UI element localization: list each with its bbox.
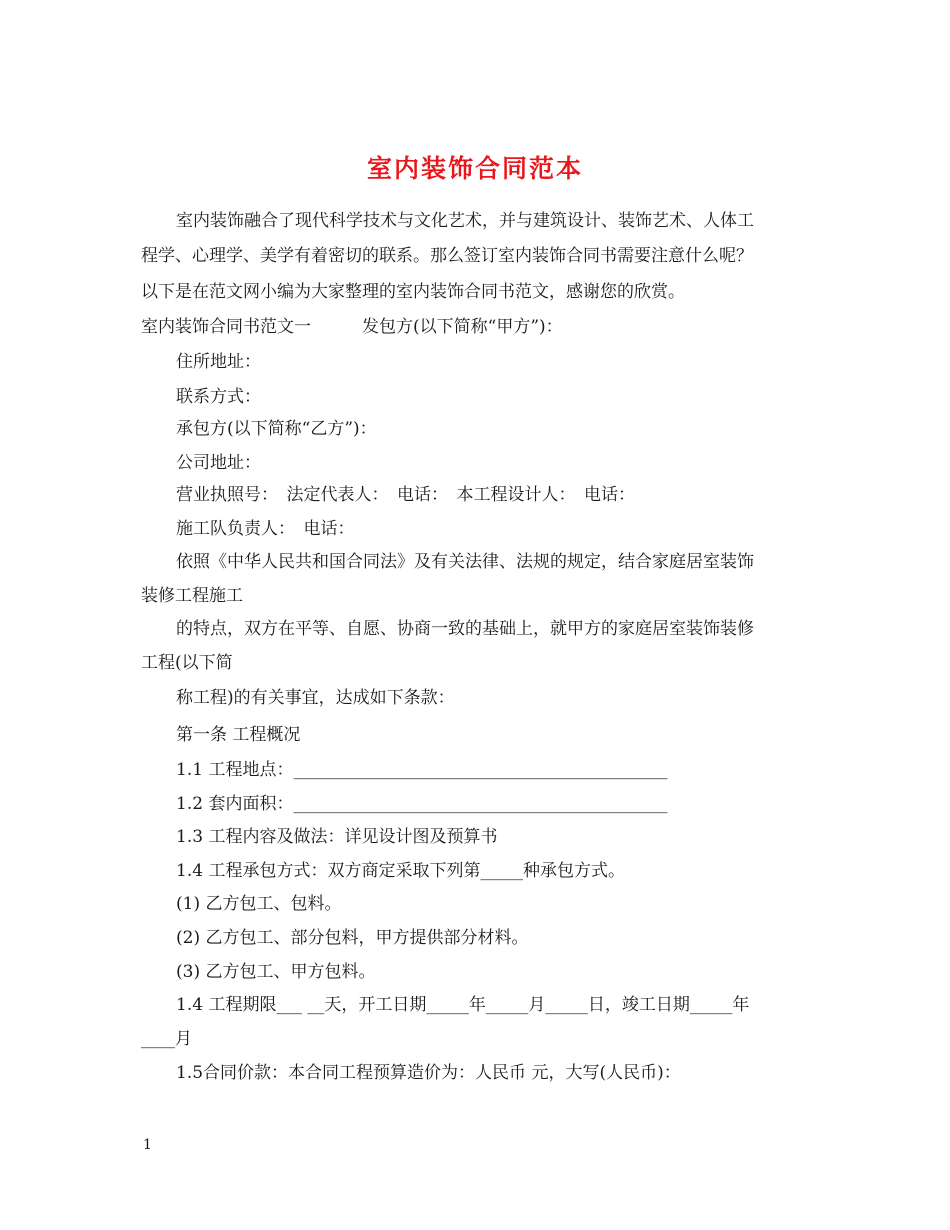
text-line: 1.1 工程地点：____________________________________________ xyxy=(176,760,668,780)
text-line: 工程(以下简 xyxy=(141,653,233,673)
text-line: 室内装饰融合了现代科学技术与文化艺术，并与建筑设计、装饰艺术、人体工 xyxy=(176,211,754,231)
text-line: 1.4 工程承包方式：双方商定采取下列第_____种承包方式。 xyxy=(176,861,625,881)
text-line: 依照《中华人民共和国合同法》及有关法律、法规的规定，结合家庭居室装饰 xyxy=(176,552,754,572)
text-line: 程学、心理学、美学有着密切的联系。那么签订室内装饰合同书需要注意什么呢？ xyxy=(141,246,753,266)
text-line: 称工程)的有关事宜，达成如下条款： xyxy=(176,688,455,708)
text-line: 1.2 套内面积：____________________________________________ xyxy=(176,794,668,814)
text-line: (1) 乙方包工、包料。 xyxy=(176,894,342,914)
text-line: 以下是在范文网小编为大家整理的室内装饰合同书范文，感谢您的欣赏。 xyxy=(141,282,685,302)
text-line: 联系方式： xyxy=(176,387,261,407)
document-title: 室内装饰合同范本 xyxy=(366,153,583,183)
text-line: 施工队负责人： 电话： xyxy=(176,519,355,539)
text-line: (2) 乙方包工、部分包料，甲方提供部分材料。 xyxy=(176,928,529,948)
text-line: 住所地址： xyxy=(176,352,261,372)
text-line: 1.3 工程内容及做法：详见设计图及预算书 xyxy=(176,827,498,847)
text-line: 1.5合同价款：本合同工程预算造价为：人民币 元，大写(人民币)： xyxy=(176,1063,681,1083)
text-line: 装修工程施工 xyxy=(141,586,243,606)
text-line: (3) 乙方包工、甲方包料。 xyxy=(176,962,376,982)
page-number: 1 xyxy=(143,1137,152,1153)
text-line: 1.4 工程期限___ __天，开工日期_____年_____月_____日，竣工日期_____年 xyxy=(176,995,750,1015)
text-line: 的特点，双方在平等、自愿、协商一致的基础上，就甲方的家庭居室装饰装修 xyxy=(176,619,754,639)
text-line: 承包方(以下简称“乙方”)： xyxy=(176,419,377,439)
text-line: 室内装饰合同书范文一 发包方(以下简称“甲方”)： xyxy=(141,317,563,337)
text-line: ____月 xyxy=(141,1029,192,1049)
text-line: 第一条 工程概况 xyxy=(176,725,301,745)
text-line: 公司地址： xyxy=(176,453,261,473)
text-line: 营业执照号： 法定代表人： 电话： 本工程设计人： 电话： xyxy=(176,485,635,505)
